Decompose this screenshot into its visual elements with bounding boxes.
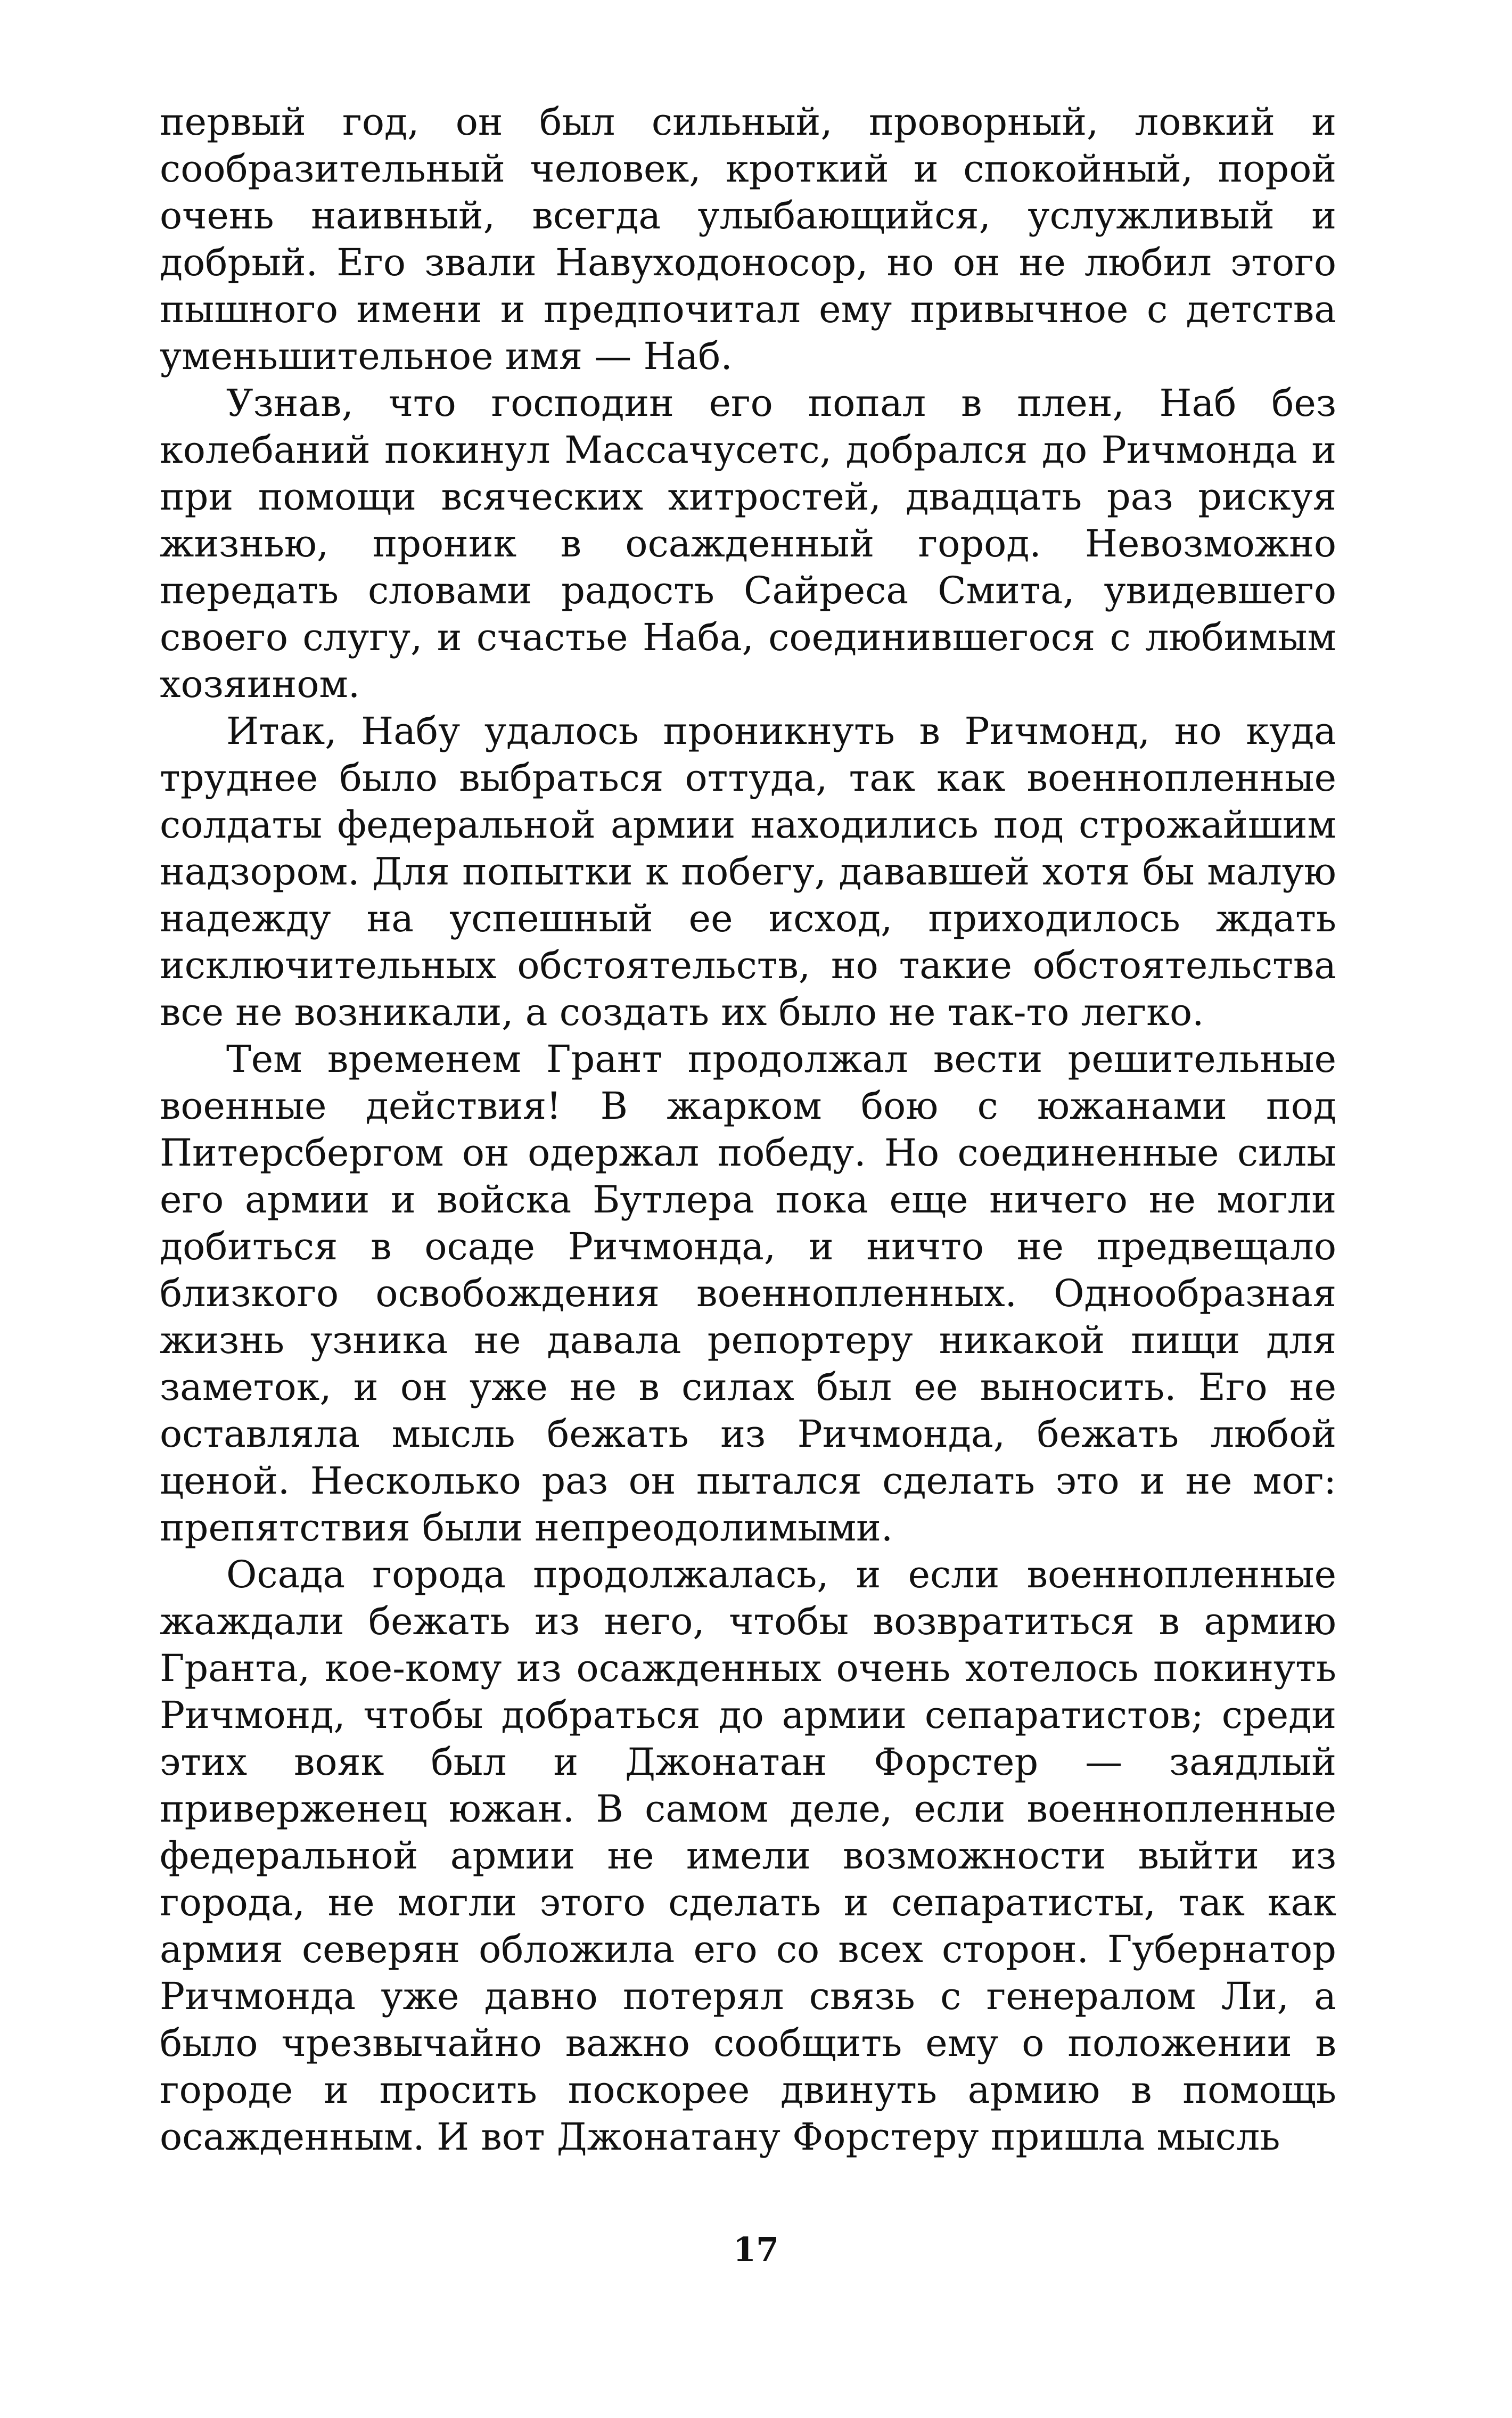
paragraph: Узнав, что господин его попал в плен, Наб без колебаний покинул Массачусетс, добрался до Ричмонда и при помощи всяческих хитростей, двадцать раз рискуя жизнью, проник в осажденный город. Невозможно передать словами радость Сайреса Смита, увидевшего своего слугу, и счастье Наба, соединившегося с любимым хозяином. xyxy=(160,381,1336,706)
page-text xyxy=(160,99,1336,2160)
paragraph: Тем временем Грант продолжал вести решительные военные действия! В жарком бою с южанами под Питерсбергом он одержал победу. Но соединенные силы его армии и войска Бутлера пока еще ничего не могли добиться в осаде Ричмонда, и ничто не предвещало близкого освобождения военнопленных. Однообразная жизнь узника не давала репортеру никакой пищи для заметок, и он уже не в силах был ее выносить. Его не оставляла мысль бежать из Ричмонда, бежать любой ценой. Несколько раз он пытался сделать это и не мог: препятствия были непреодолимыми. xyxy=(160,1037,1336,1550)
paragraph: Итак, Набу удалось проникнуть в Ричмонд, но куда труднее было выбраться оттуда, так как военнопленные солдаты федеральной армии находились под строжайшим надзором. Для попытки к побегу, дававшей хотя бы малую надежду на успешный ее исход, приходилось ждать исключительных обстоятельств, но такие обстоятельства все не возникали, а создать их было не так-то легко. xyxy=(160,709,1336,1034)
paragraph: Осада города продолжалась, и если военнопленные жаждали бежать из него, чтобы возвратиться в армию Гранта, кое-кому из осажденных очень хотелось покинуть Ричмонд, чтобы добраться до армии сепаратистов; среди этих вояк был и Джонатан Форстер — заядлый приверженец южан. В самом деле, если военнопленные федеральной армии не имели возможности выйти из города, не могли этого сделать и сепаратисты, так как армия северян обложила его со всех сторон. Губернатор Ричмонда уже давно потерял связь с генералом Ли, а было чрезвычайно важно сообщить ему о положении в городе и просить поскорее двинуть армию в помощь осажденным. И вот Джонатану Форстеру пришла мысль xyxy=(160,1553,1336,2159)
page-number: 17 xyxy=(733,2230,779,2269)
paragraph-continuation: первый год, он был сильный, проворный, ловкий и сообразительный человек, кроткий и спокойный, порой очень наивный, всегда улыбающийся, услужливый и добрый. Его звали Навуходоносор, но он не любил этого пышного имени и предпочитал ему привычное с детства уменьшительное имя — Наб. xyxy=(160,100,1336,378)
